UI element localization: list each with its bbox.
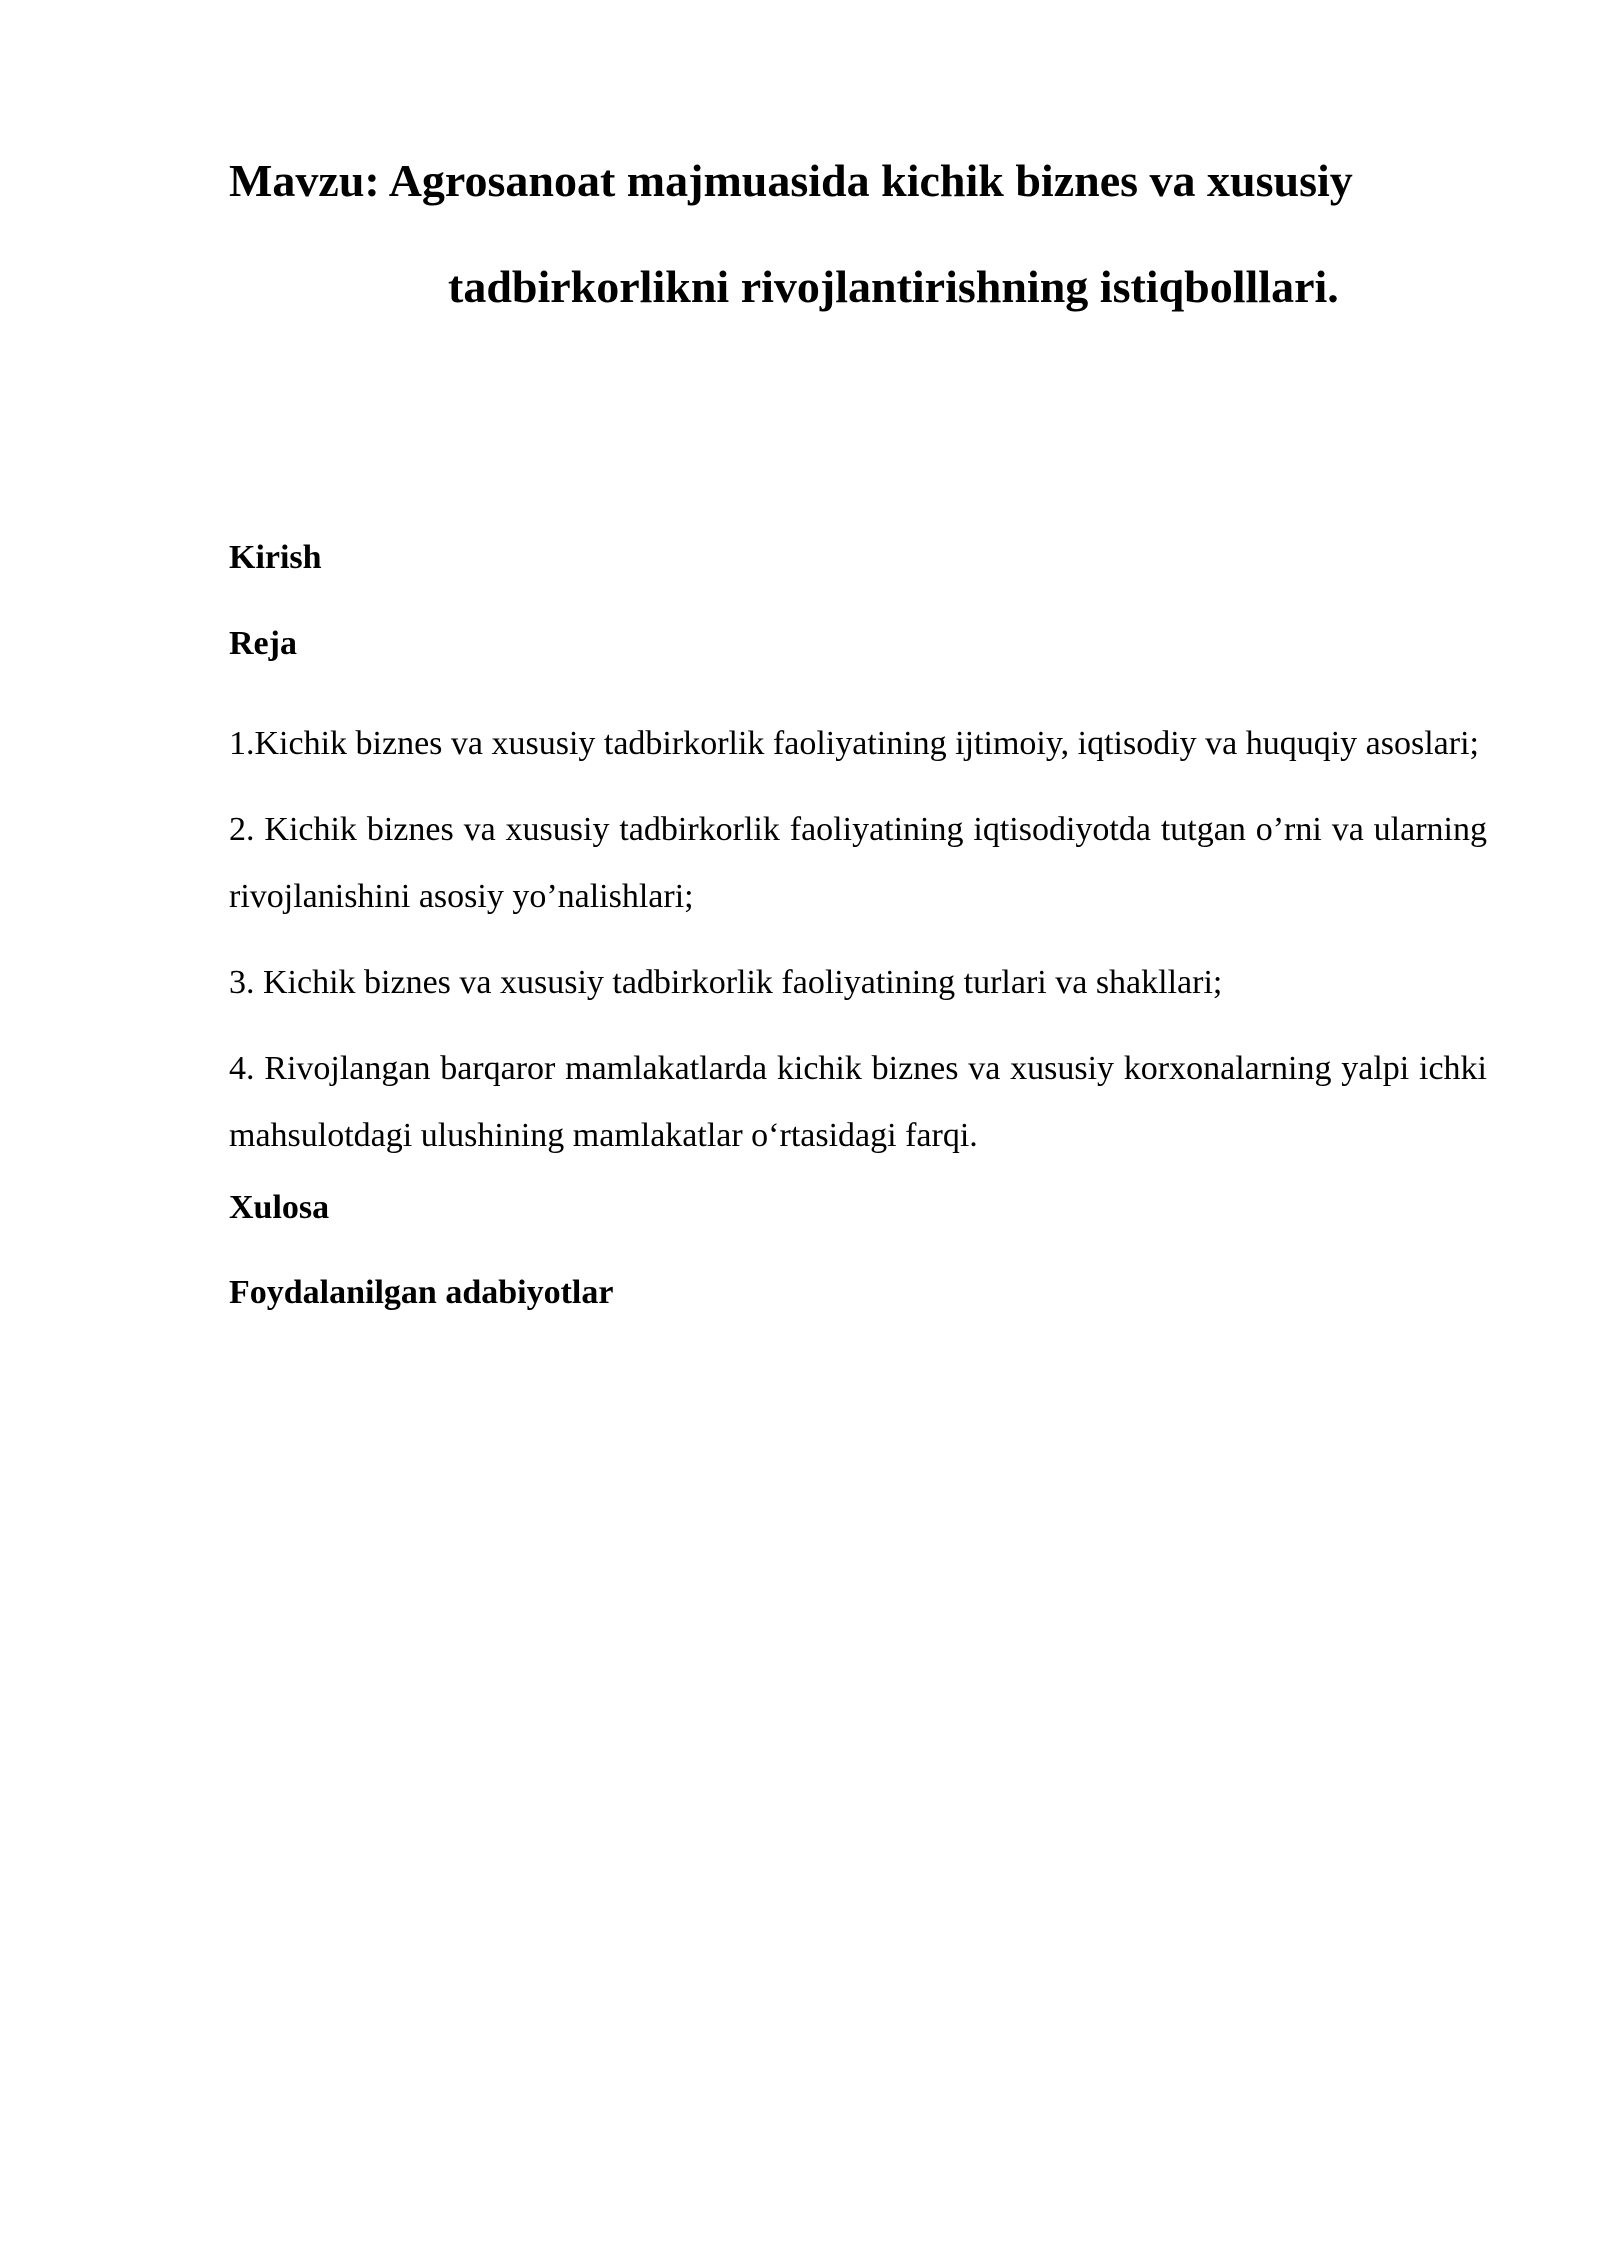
document-title-line-2: tadbirkorlikni rivojlantirishning istiqbolllari.: [448, 261, 1339, 312]
plan-item-1: 1.Kichik biznes va xususiy tadbirkorlik faoliyatining ijtimoiy, iqtisodiy va huquqiy asoslari;: [229, 724, 1479, 762]
document-title-line-1: Mavzu: Agrosanoat majmuasida kichik biznes va xususiy: [229, 155, 1353, 206]
document-body: [229, 538, 1487, 1314]
plan-item-3: 3. Kichik biznes va xususiy tadbirkorlik faoliyatining turlari va shakllari;: [229, 963, 1223, 1001]
references-heading: Foydalanilgan adabiyotlar: [229, 1274, 614, 1312]
conclusion-heading: Xulosa: [229, 1188, 330, 1226]
plan-item-4: 4. Rivojlangan barqaror mamlakatlarda kichik biznes va xususiy korxonalarning yalpi ichki mahsulotdagi ulushining mamlakatlar o‘rtasidagi farqi.: [229, 1049, 1487, 1154]
intro-heading: Kirish: [229, 539, 322, 576]
plan-item-2: 2. Kichik biznes va xususiy tadbirkorlik faoliyatining iqtisodiyotda tutgan o’rni va ularning rivojlanishini asosiy yo’nalishlari;: [229, 810, 1487, 915]
plan-heading: Reja: [229, 624, 297, 662]
